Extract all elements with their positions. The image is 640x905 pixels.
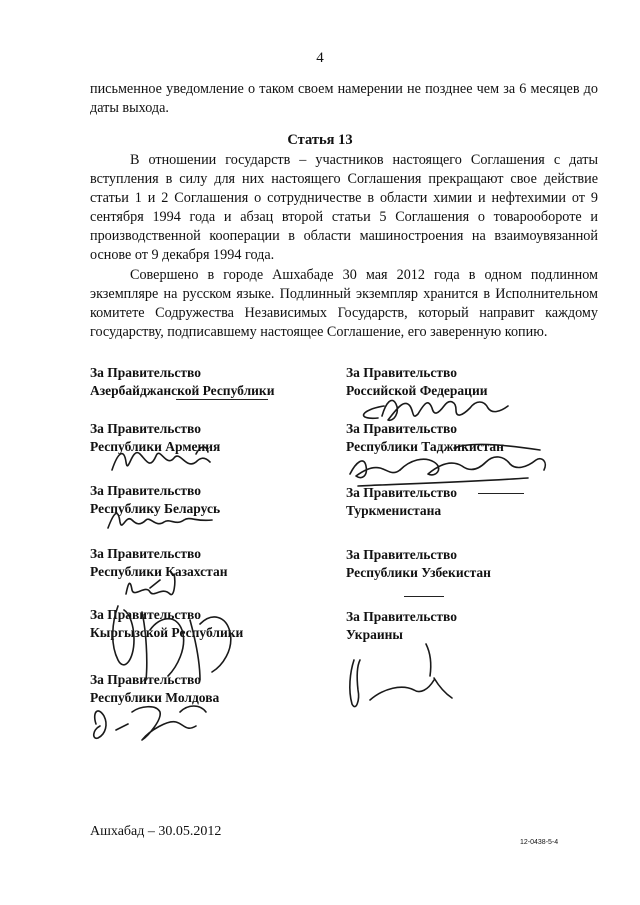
signatory-line2: Республики Молдова: [90, 690, 220, 705]
signatory-line2: Азербайджанской Республики: [90, 383, 275, 398]
signatory-line1: За Правительство: [346, 547, 457, 562]
signatory-line2: Туркменистана: [346, 503, 442, 518]
closing-paragraph: Совершено в городе Ашхабаде 30 мая 2012 года в одном подлинном экземпляре на русском языке. Подлинный экземпляр хранится в Исполнительном комитете Содружества Независимых Государств, который направит каждому государству, подписавшему настоящее Соглашение, его заверенную копию.: [90, 267, 598, 340]
signatory-line2: Республики Армения: [90, 439, 221, 454]
signatory-line1: За Правительство: [90, 421, 201, 436]
footer-doc-code: 12-0438-5-4: [520, 839, 559, 846]
signatory-line2: Республику Беларусь: [90, 501, 221, 516]
signatory-line1: За Правительство: [90, 672, 201, 687]
article-title: Статья 13: [287, 132, 353, 148]
signatory-line1: За Правительство: [90, 546, 201, 561]
signatory-line1: За Правительство: [90, 365, 201, 380]
signatory-line2: Республики Узбекистан: [346, 565, 491, 580]
signatory-line1: За Правительство: [90, 607, 201, 622]
footer-place-date: Ашхабад – 30.05.2012: [90, 824, 222, 839]
signatory-line2: Республики Казахстан: [90, 564, 228, 579]
signatory-line1: За Правительство: [346, 421, 457, 436]
signatory-line2: Кыргызской Республики: [90, 625, 244, 640]
signatory-line1: За Правительство: [90, 483, 201, 498]
signatory-line2: Украины: [346, 627, 403, 642]
signatory-line2: Российской Федерации: [346, 383, 488, 398]
page-number: 4: [316, 50, 324, 66]
signatory-line1: За Правительство: [346, 609, 457, 624]
continuation-paragraph: письменное уведомление о таком своем намерении не позднее чем за 6 месяцев до даты выхода.: [90, 81, 598, 116]
signatory-line2: Республики Таджикистан: [346, 439, 504, 454]
signatory-line1: За Правительство: [346, 365, 457, 380]
article-paragraph: В отношении государств – участников настоящего Соглашения с даты вступления в силу для них настоящего Соглашения прекращают свое действие статьи 1 и 2 Соглашения о сотрудничестве в области химии и нефтехимии от 9 сентября 1994 года и абзац второй статьи 5 Соглашения о товарообороте и производственной кооперации в области машиностроения на взаимоувязанной основе от 9 декабря 1994 года.: [90, 152, 598, 263]
signatory-line1: За Правительство: [346, 485, 457, 500]
